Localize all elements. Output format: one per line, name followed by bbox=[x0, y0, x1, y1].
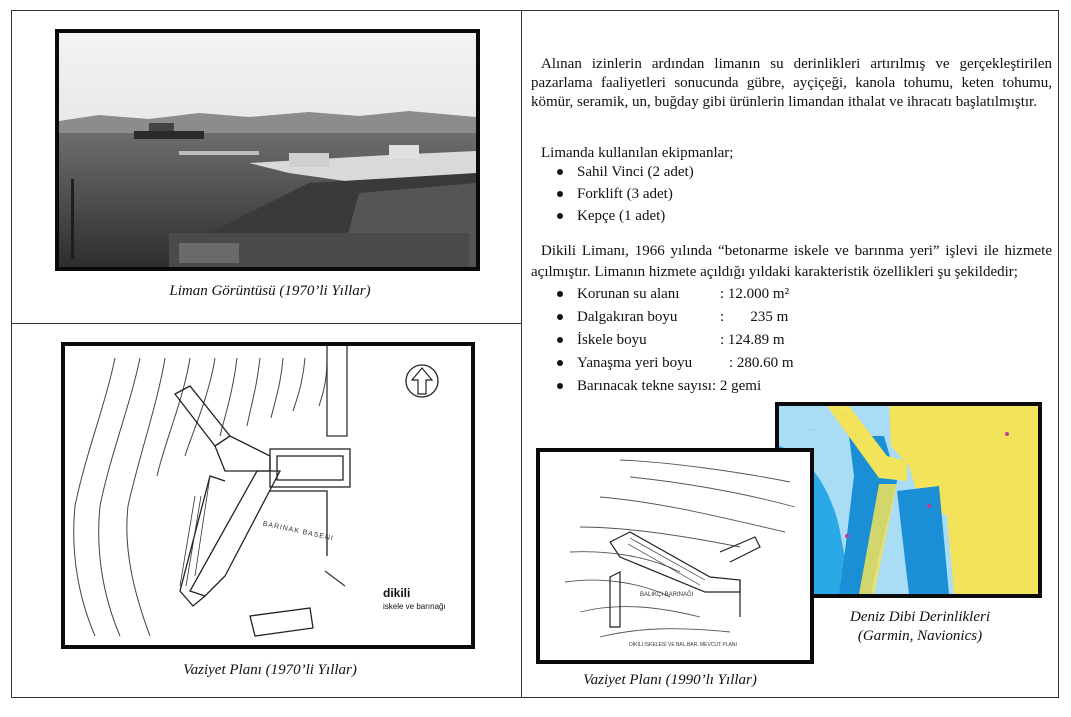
photo-caption: Liman Görüntüsü (1970’li Yıllar) bbox=[169, 283, 371, 299]
plan1970-label-title: dikili bbox=[383, 586, 411, 600]
list-item: İskele boyu : 124.89 m bbox=[551, 330, 794, 353]
plan1970-caption: Vaziyet Planı (1970’li Yıllar) bbox=[183, 662, 357, 678]
table-divider-horizontal bbox=[11, 323, 521, 324]
opening-paragraph: Dikili Limanı, 1966 yılında “betonarme iskele ve barınma yeri” işlevi ile hizmete açılmıştır. Limanın hizmete açıldığı yıldaki karakteristik özellikleri şu şekildedir; bbox=[531, 243, 1052, 280]
table-divider-vertical bbox=[521, 10, 522, 698]
site-plan-1990s bbox=[536, 448, 814, 664]
harbor-photo-1970s bbox=[55, 29, 480, 271]
svg-text:· ·: · · bbox=[841, 412, 845, 417]
list-item: Kepçe (1 adet) bbox=[551, 206, 694, 228]
plan1990-basin-label: BALIKÇI BARINAĞI bbox=[640, 592, 694, 598]
list-item: Dalgakıran boyu : 235 m bbox=[551, 307, 794, 330]
plan1970-basin-label: BARINAK BASENI bbox=[262, 520, 335, 543]
specs-list bbox=[551, 284, 794, 399]
list-item: Barınacak tekne sayısı: 2 gemi bbox=[551, 376, 794, 399]
depth-caption-line1: Deniz Dibi Derinlikleri bbox=[850, 609, 990, 625]
plan1990-footer: DİKİLİ İSKELESİ VE BAL.BAR. MEVCUT PLANI bbox=[629, 642, 737, 648]
list-item: Yanaşma yeri boyu : 280.60 m bbox=[551, 353, 794, 376]
equipment-heading: Limanda kullanılan ekipmanlar; bbox=[541, 145, 734, 161]
depth-caption-line2: (Garmin, Navionics) bbox=[857, 628, 983, 644]
plan1990-caption: Vaziyet Planı (1990’lı Yıllar) bbox=[583, 672, 757, 688]
equipment-list bbox=[551, 162, 694, 228]
svg-text:· · ·: · · · bbox=[809, 427, 816, 432]
list-item: Korunan su alanı : 12.000 m² bbox=[551, 284, 794, 307]
intro-paragraph: Alınan izinlerin ardından limanın su derinlikleri artırılmış ve gerçekleştirilen pazarlama faaliyetleri sonucunda gübre, ayçiçeği, kanola tohumu, keten tohumu, kömür, seramik, un, buğday gibi ürünlerin limandan ithalat ve ihracatı başlatılmıştır. bbox=[531, 56, 1052, 110]
svg-text:· ·: · · bbox=[959, 442, 963, 447]
list-item: Forklift (3 adet) bbox=[551, 184, 694, 206]
list-item: Sahil Vinci (2 adet) bbox=[551, 162, 694, 184]
site-plan-1970s bbox=[61, 342, 475, 649]
depth-chart bbox=[775, 402, 1042, 598]
plan1970-label-sub: iskele ve barınağı bbox=[383, 602, 446, 611]
